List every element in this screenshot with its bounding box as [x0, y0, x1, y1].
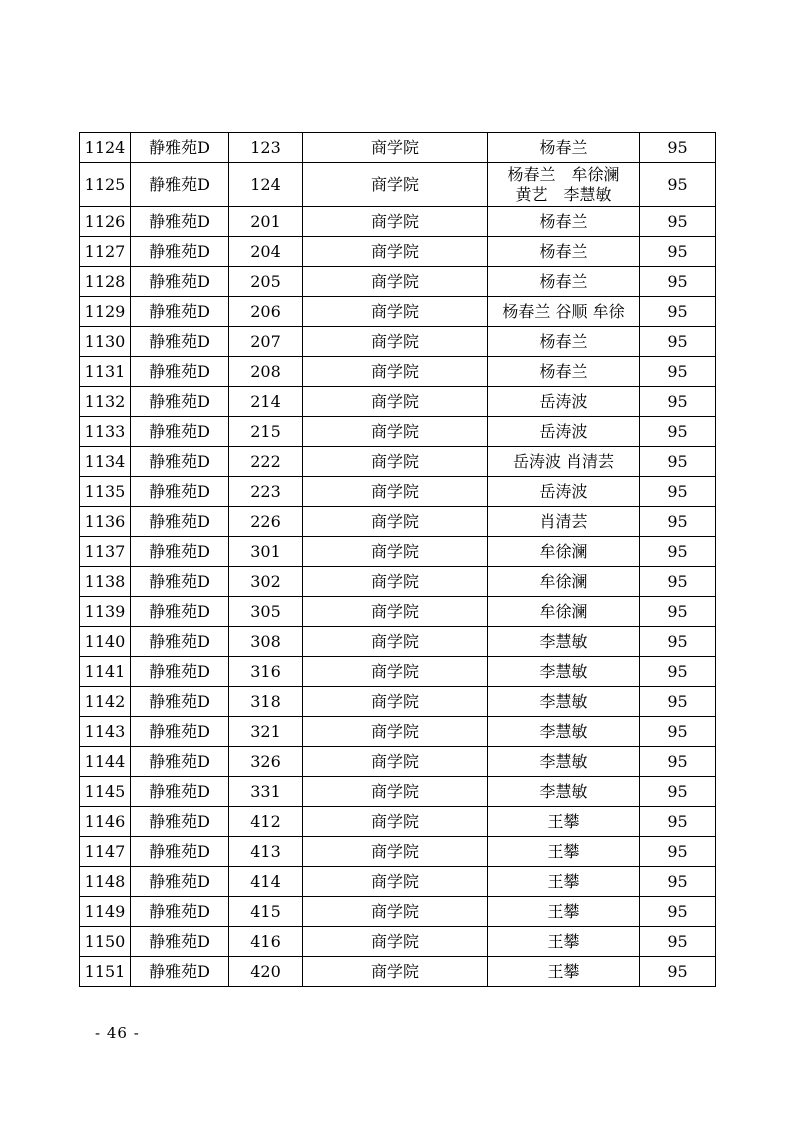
cell-teachers	[488, 267, 640, 297]
teacher-names	[488, 902, 639, 922]
cell-building: 静雅苑D	[131, 747, 229, 777]
cell-college: 商学院	[303, 327, 488, 357]
cell-score: 95	[640, 537, 716, 567]
cell-college: 商学院	[303, 507, 488, 537]
teacher-names	[488, 872, 639, 892]
teacher-names	[488, 572, 639, 592]
cell-room: 301	[229, 537, 303, 567]
cell-room: 222	[229, 447, 303, 477]
cell-college: 商学院	[303, 447, 488, 477]
cell-room: 316	[229, 657, 303, 687]
table-row	[80, 133, 716, 163]
cell-teachers	[488, 237, 640, 267]
table-row	[80, 837, 716, 867]
cell-building: 静雅苑D	[131, 447, 229, 477]
cell-score: 95	[640, 507, 716, 537]
cell-teachers	[488, 957, 640, 987]
cell-college: 商学院	[303, 777, 488, 807]
table-row	[80, 537, 716, 567]
cell-number: 1141	[80, 657, 131, 687]
cell-room: 201	[229, 207, 303, 237]
cell-score: 95	[640, 163, 716, 207]
table-row	[80, 777, 716, 807]
teacher-name-line: 牟徐澜	[539, 571, 588, 591]
cell-score: 95	[640, 207, 716, 237]
cell-building: 静雅苑D	[131, 387, 229, 417]
cell-building: 静雅苑D	[131, 537, 229, 567]
cell-room: 415	[229, 897, 303, 927]
cell-building: 静雅苑D	[131, 267, 229, 297]
teacher-names	[488, 962, 639, 982]
teacher-name-line: 杨春兰 谷顺 牟徐	[502, 301, 625, 321]
teacher-name-line: 李慧敏	[539, 691, 588, 711]
cell-score: 95	[640, 897, 716, 927]
cell-college: 商学院	[303, 567, 488, 597]
cell-score: 95	[640, 447, 716, 477]
cell-room: 331	[229, 777, 303, 807]
teacher-name-line: 杨春兰	[539, 331, 588, 351]
teacher-names	[488, 662, 639, 682]
teacher-names	[488, 722, 639, 742]
teacher-name-line: 杨春兰	[539, 211, 588, 231]
cell-number: 1125	[80, 163, 131, 207]
table-row	[80, 717, 716, 747]
teacher-name-line: 王攀	[547, 961, 580, 981]
table-body	[80, 133, 716, 987]
cell-room: 416	[229, 927, 303, 957]
cell-teachers	[488, 163, 640, 207]
teacher-name-line: 岳涛波	[539, 421, 588, 441]
cell-college: 商学院	[303, 897, 488, 927]
table-row	[80, 657, 716, 687]
cell-room: 206	[229, 297, 303, 327]
cell-room: 223	[229, 477, 303, 507]
cell-teachers	[488, 867, 640, 897]
cell-teachers	[488, 777, 640, 807]
teacher-names	[488, 302, 639, 322]
cell-teachers	[488, 357, 640, 387]
cell-room: 302	[229, 567, 303, 597]
cell-room: 413	[229, 837, 303, 867]
cell-college: 商学院	[303, 747, 488, 777]
cell-building: 静雅苑D	[131, 717, 229, 747]
table-row	[80, 297, 716, 327]
cell-room: 226	[229, 507, 303, 537]
teacher-name-line: 李慧敏	[539, 721, 588, 741]
cell-building: 静雅苑D	[131, 867, 229, 897]
teacher-names	[488, 482, 639, 502]
cell-teachers	[488, 477, 640, 507]
table-row	[80, 507, 716, 537]
teacher-name-line: 王攀	[547, 811, 580, 831]
cell-score: 95	[640, 777, 716, 807]
teacher-names	[488, 452, 639, 472]
cell-building: 静雅苑D	[131, 897, 229, 927]
table-row	[80, 747, 716, 777]
dormitory-score-table-container	[79, 132, 715, 987]
cell-score: 95	[640, 417, 716, 447]
cell-number: 1149	[80, 897, 131, 927]
teacher-names	[488, 632, 639, 652]
cell-room: 326	[229, 747, 303, 777]
cell-number: 1134	[80, 447, 131, 477]
cell-score: 95	[640, 477, 716, 507]
cell-number: 1127	[80, 237, 131, 267]
cell-room: 308	[229, 627, 303, 657]
cell-score: 95	[640, 387, 716, 417]
table-row	[80, 447, 716, 477]
cell-room: 124	[229, 163, 303, 207]
cell-college: 商学院	[303, 537, 488, 567]
teacher-names	[488, 392, 639, 412]
cell-score: 95	[640, 297, 716, 327]
cell-teachers	[488, 417, 640, 447]
table-row	[80, 687, 716, 717]
table-row	[80, 897, 716, 927]
teacher-names	[488, 932, 639, 952]
teacher-names	[488, 272, 639, 292]
teacher-name-line: 杨春兰	[539, 241, 588, 261]
table-row	[80, 627, 716, 657]
cell-teachers	[488, 837, 640, 867]
page-number: - 46 -	[95, 1024, 140, 1042]
cell-teachers	[488, 717, 640, 747]
teacher-name-line: 黄艺 李慧敏	[515, 184, 612, 204]
cell-number: 1129	[80, 297, 131, 327]
cell-building: 静雅苑D	[131, 133, 229, 163]
cell-number: 1142	[80, 687, 131, 717]
table-row	[80, 957, 716, 987]
cell-building: 静雅苑D	[131, 567, 229, 597]
cell-score: 95	[640, 807, 716, 837]
cell-college: 商学院	[303, 627, 488, 657]
cell-college: 商学院	[303, 267, 488, 297]
table-row	[80, 567, 716, 597]
cell-number: 1146	[80, 807, 131, 837]
teacher-name-line: 王攀	[547, 871, 580, 891]
cell-building: 静雅苑D	[131, 207, 229, 237]
cell-teachers	[488, 327, 640, 357]
cell-room: 208	[229, 357, 303, 387]
cell-teachers	[488, 297, 640, 327]
teacher-names	[488, 542, 639, 562]
teacher-name-line: 牟徐澜	[539, 541, 588, 561]
cell-room: 207	[229, 327, 303, 357]
teacher-names	[488, 332, 639, 352]
cell-teachers	[488, 927, 640, 957]
cell-number: 1148	[80, 867, 131, 897]
table-row	[80, 927, 716, 957]
cell-college: 商学院	[303, 297, 488, 327]
teacher-name-line: 岳涛波	[539, 391, 588, 411]
cell-teachers	[488, 807, 640, 837]
cell-college: 商学院	[303, 927, 488, 957]
teacher-names	[488, 782, 639, 802]
cell-score: 95	[640, 567, 716, 597]
table-row	[80, 207, 716, 237]
teacher-name-line: 岳涛波 肖清芸	[512, 451, 615, 471]
cell-college: 商学院	[303, 163, 488, 207]
teacher-name-line: 肖清芸	[539, 511, 588, 531]
cell-room: 318	[229, 687, 303, 717]
cell-building: 静雅苑D	[131, 507, 229, 537]
cell-building: 静雅苑D	[131, 477, 229, 507]
teacher-names	[488, 512, 639, 532]
cell-building: 静雅苑D	[131, 237, 229, 267]
cell-building: 静雅苑D	[131, 657, 229, 687]
cell-teachers	[488, 627, 640, 657]
teacher-name-line: 王攀	[547, 931, 580, 951]
cell-college: 商学院	[303, 657, 488, 687]
teacher-names	[488, 138, 639, 158]
cell-building: 静雅苑D	[131, 807, 229, 837]
cell-college: 商学院	[303, 133, 488, 163]
teacher-name-line: 牟徐澜	[539, 601, 588, 621]
dormitory-score-table	[79, 132, 716, 987]
teacher-names	[488, 812, 639, 832]
table-row	[80, 237, 716, 267]
cell-number: 1145	[80, 777, 131, 807]
cell-number: 1147	[80, 837, 131, 867]
cell-building: 静雅苑D	[131, 357, 229, 387]
cell-teachers	[488, 657, 640, 687]
cell-score: 95	[640, 837, 716, 867]
cell-teachers	[488, 207, 640, 237]
cell-score: 95	[640, 747, 716, 777]
cell-room: 414	[229, 867, 303, 897]
teacher-names	[488, 362, 639, 382]
cell-teachers	[488, 387, 640, 417]
cell-score: 95	[640, 133, 716, 163]
cell-score: 95	[640, 627, 716, 657]
cell-score: 95	[640, 327, 716, 357]
cell-college: 商学院	[303, 237, 488, 267]
teacher-name-line: 王攀	[547, 841, 580, 861]
cell-number: 1151	[80, 957, 131, 987]
cell-number: 1139	[80, 597, 131, 627]
table-row	[80, 387, 716, 417]
cell-score: 95	[640, 687, 716, 717]
table-row	[80, 163, 716, 207]
teacher-name-line: 杨春兰	[539, 361, 588, 381]
cell-building: 静雅苑D	[131, 927, 229, 957]
table-row	[80, 357, 716, 387]
cell-building: 静雅苑D	[131, 327, 229, 357]
teacher-names	[488, 212, 639, 232]
cell-number: 1130	[80, 327, 131, 357]
table-row	[80, 867, 716, 897]
cell-building: 静雅苑D	[131, 777, 229, 807]
cell-room: 420	[229, 957, 303, 987]
cell-room: 321	[229, 717, 303, 747]
cell-number: 1140	[80, 627, 131, 657]
cell-teachers	[488, 747, 640, 777]
cell-number: 1133	[80, 417, 131, 447]
cell-number: 1131	[80, 357, 131, 387]
cell-teachers	[488, 687, 640, 717]
teacher-name-line: 杨春兰	[539, 271, 588, 291]
cell-building: 静雅苑D	[131, 957, 229, 987]
cell-college: 商学院	[303, 957, 488, 987]
teacher-name-line: 李慧敏	[539, 631, 588, 651]
cell-college: 商学院	[303, 837, 488, 867]
teacher-name-line: 李慧敏	[539, 781, 588, 801]
cell-score: 95	[640, 657, 716, 687]
table-row	[80, 597, 716, 627]
cell-score: 95	[640, 717, 716, 747]
cell-teachers	[488, 567, 640, 597]
cell-number: 1138	[80, 567, 131, 597]
cell-college: 商学院	[303, 477, 488, 507]
cell-college: 商学院	[303, 807, 488, 837]
cell-number: 1150	[80, 927, 131, 957]
table-row	[80, 327, 716, 357]
cell-score: 95	[640, 267, 716, 297]
cell-score: 95	[640, 357, 716, 387]
teacher-name-line: 岳涛波	[539, 481, 588, 501]
cell-room: 205	[229, 267, 303, 297]
cell-college: 商学院	[303, 207, 488, 237]
cell-score: 95	[640, 237, 716, 267]
cell-room: 204	[229, 237, 303, 267]
cell-teachers	[488, 133, 640, 163]
cell-teachers	[488, 537, 640, 567]
cell-number: 1126	[80, 207, 131, 237]
cell-college: 商学院	[303, 357, 488, 387]
cell-college: 商学院	[303, 687, 488, 717]
cell-college: 商学院	[303, 867, 488, 897]
table-row	[80, 477, 716, 507]
teacher-names	[488, 692, 639, 712]
cell-teachers	[488, 507, 640, 537]
table-row	[80, 417, 716, 447]
cell-number: 1137	[80, 537, 131, 567]
cell-room: 305	[229, 597, 303, 627]
cell-number: 1136	[80, 507, 131, 537]
cell-building: 静雅苑D	[131, 597, 229, 627]
cell-college: 商学院	[303, 717, 488, 747]
cell-number: 1144	[80, 747, 131, 777]
cell-score: 95	[640, 927, 716, 957]
cell-room: 215	[229, 417, 303, 447]
cell-number: 1135	[80, 477, 131, 507]
cell-score: 95	[640, 597, 716, 627]
teacher-name-line: 杨春兰	[539, 137, 588, 157]
cell-number: 1132	[80, 387, 131, 417]
cell-teachers	[488, 897, 640, 927]
table-row	[80, 267, 716, 297]
teacher-names	[488, 242, 639, 262]
cell-teachers	[488, 597, 640, 627]
teacher-names	[488, 602, 639, 622]
cell-college: 商学院	[303, 417, 488, 447]
cell-building: 静雅苑D	[131, 163, 229, 207]
teacher-names	[488, 842, 639, 862]
teacher-name-line: 李慧敏	[539, 751, 588, 771]
table-row	[80, 807, 716, 837]
cell-score: 95	[640, 957, 716, 987]
cell-number: 1143	[80, 717, 131, 747]
cell-number: 1124	[80, 133, 131, 163]
cell-building: 静雅苑D	[131, 687, 229, 717]
cell-room: 123	[229, 133, 303, 163]
cell-room: 214	[229, 387, 303, 417]
cell-score: 95	[640, 867, 716, 897]
teacher-names	[488, 165, 639, 205]
cell-building: 静雅苑D	[131, 837, 229, 867]
cell-college: 商学院	[303, 597, 488, 627]
teacher-names	[488, 422, 639, 442]
cell-teachers	[488, 447, 640, 477]
cell-number: 1128	[80, 267, 131, 297]
cell-room: 412	[229, 807, 303, 837]
teacher-name-line: 王攀	[547, 901, 580, 921]
teacher-name-line: 李慧敏	[539, 661, 588, 681]
cell-building: 静雅苑D	[131, 297, 229, 327]
teacher-names	[488, 752, 639, 772]
cell-college: 商学院	[303, 387, 488, 417]
cell-building: 静雅苑D	[131, 627, 229, 657]
teacher-name-line: 杨春兰 牟徐澜	[507, 164, 620, 184]
cell-building: 静雅苑D	[131, 417, 229, 447]
